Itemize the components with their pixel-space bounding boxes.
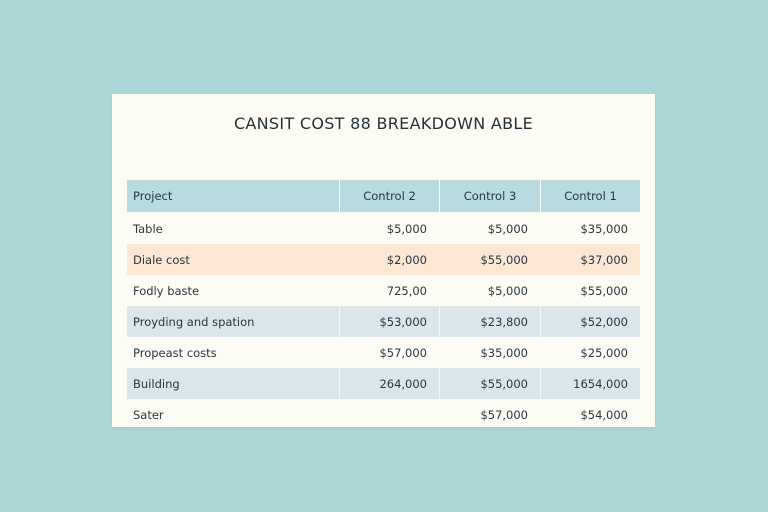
cell-value: 264,000 (339, 368, 439, 399)
row-label: Proyding and spation (133, 314, 255, 329)
column-header-project: Project (133, 189, 173, 203)
cell-value: $25,000 (580, 345, 628, 360)
column-header-control-3: Control 3 (439, 180, 540, 212)
cell-value: $55,000 (480, 252, 528, 267)
cell-value: $52,000 (540, 306, 640, 337)
cell-value: $35,000 (580, 221, 628, 236)
cell-value: $5,000 (487, 221, 528, 236)
table-row (127, 306, 640, 337)
table-row (127, 368, 640, 399)
table-row (127, 244, 640, 275)
cell-value: $5,000 (386, 221, 427, 236)
cell-value (339, 399, 439, 430)
table-header-row (127, 180, 640, 212)
cell-value: 1654,000 (540, 368, 640, 399)
row-label: Diale cost (133, 252, 190, 267)
cell-value: $5,000 (487, 283, 528, 298)
table-row (127, 213, 640, 244)
cost-breakdown-table (127, 180, 640, 430)
table-title: CANSIT COST 88 BREAKDOWN ABLE (233, 114, 534, 133)
cost-table-card (112, 94, 655, 427)
cell-value: $55,000 (580, 283, 628, 298)
table-row (127, 275, 640, 306)
cell-value: $57,000 (480, 407, 528, 422)
row-label: Fodly baste (133, 283, 200, 298)
column-header-control-2: Control 2 (339, 180, 439, 212)
table-row (127, 399, 640, 430)
cell-value: $54,000 (580, 407, 628, 422)
cell-value: $55,000 (439, 368, 540, 399)
row-label: Building (133, 376, 180, 391)
column-header-control-1: Control 1 (540, 180, 640, 212)
cell-value: $57,000 (379, 345, 427, 360)
cell-value: $53,000 (339, 306, 439, 337)
row-label: Table (133, 221, 163, 236)
cell-value: $37,000 (580, 252, 628, 267)
cell-value: $2,000 (386, 252, 427, 267)
cell-value: $23,800 (439, 306, 540, 337)
table-row (127, 337, 640, 368)
cell-value: $35,000 (480, 345, 528, 360)
cell-value: 725,00 (386, 283, 427, 298)
row-label: Propeast costs (133, 345, 217, 360)
row-label: Sater (133, 407, 164, 422)
